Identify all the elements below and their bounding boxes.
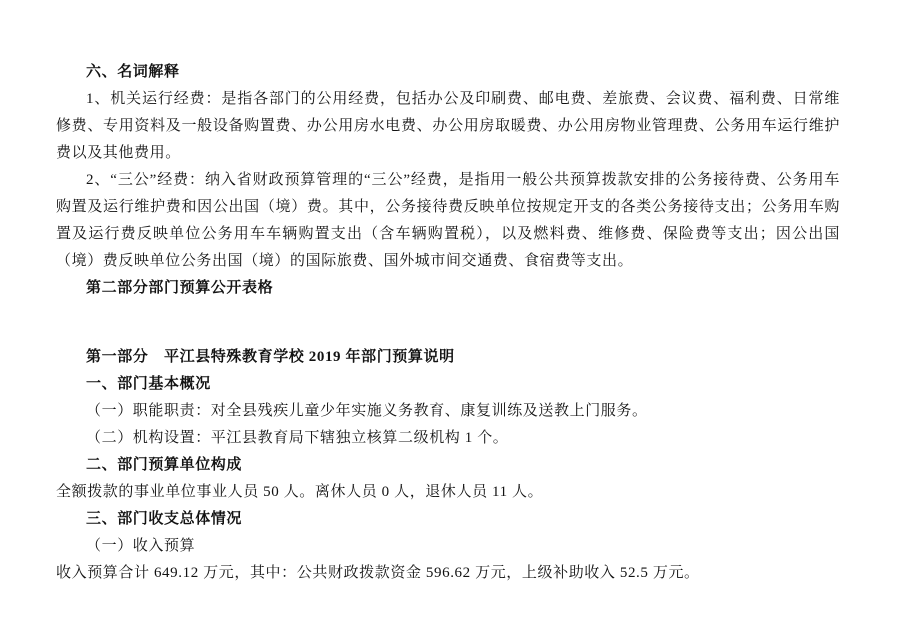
para-org-setup: （二）机构设置：平江县教育局下辖独立核算二级机构 1 个。: [86, 430, 509, 446]
heading-dept-overview: 一、部门基本概况: [86, 376, 211, 392]
heading-part1-title: 第一部分 平江县特殊教育学校 2019 年部门预算说明: [86, 349, 455, 365]
para-operating-expenses: 1、机关运行经费：是指各部门的公用经费，包括办公及印刷费、邮电费、差旅费、会议费、福利费、日常维修费、专用资料及一般设备购置费、办公用房水电费、办公用房取暖费、办公用房物业管理费、公务用车运行维护费以及其他费用。: [56, 91, 840, 161]
para-three-public-expenses: 2、“三公”经费：纳入省财政预算管理的“三公”经费，是指用一般公共预算拨款安排的公务接待费、公务用车购置及运行维护费和因公出国（境）费。其中，公务接待费反映单位按规定开支的各类公务接待支出；公务用车购置及运行费反映单位公务用车车辆购置支出（含车辆购置税），以及燃料费、维修费、保险费等支出；因公出国（境）费反映单位公务出国（境）的国际旅费、国外城市间交通费、食宿费等支出。: [56, 172, 840, 269]
para-income-budget-detail: 收入预算合计 649.12 万元，其中：公共财政拨款资金 596.62 万元，上级补助收入 52.5 万元。: [56, 565, 700, 581]
para-income-budget-label: （一）收入预算: [86, 538, 196, 554]
para-staffing: 全额拨款的事业单位事业人员 50 人。离休人员 0 人，退休人员 11 人。: [56, 484, 544, 500]
para-duties: （一）职能职责：对全县残疾儿童少年实施义务教育、康复训练及送教上门服务。: [86, 403, 648, 419]
heading-revenue-expenditure: 三、部门收支总体情况: [86, 511, 243, 527]
heading-part2-tables: 第二部分部门预算公开表格: [86, 280, 274, 296]
section-heading-terms: 六、名词解释: [86, 64, 180, 80]
heading-budget-units: 二、部门预算单位构成: [86, 457, 243, 473]
